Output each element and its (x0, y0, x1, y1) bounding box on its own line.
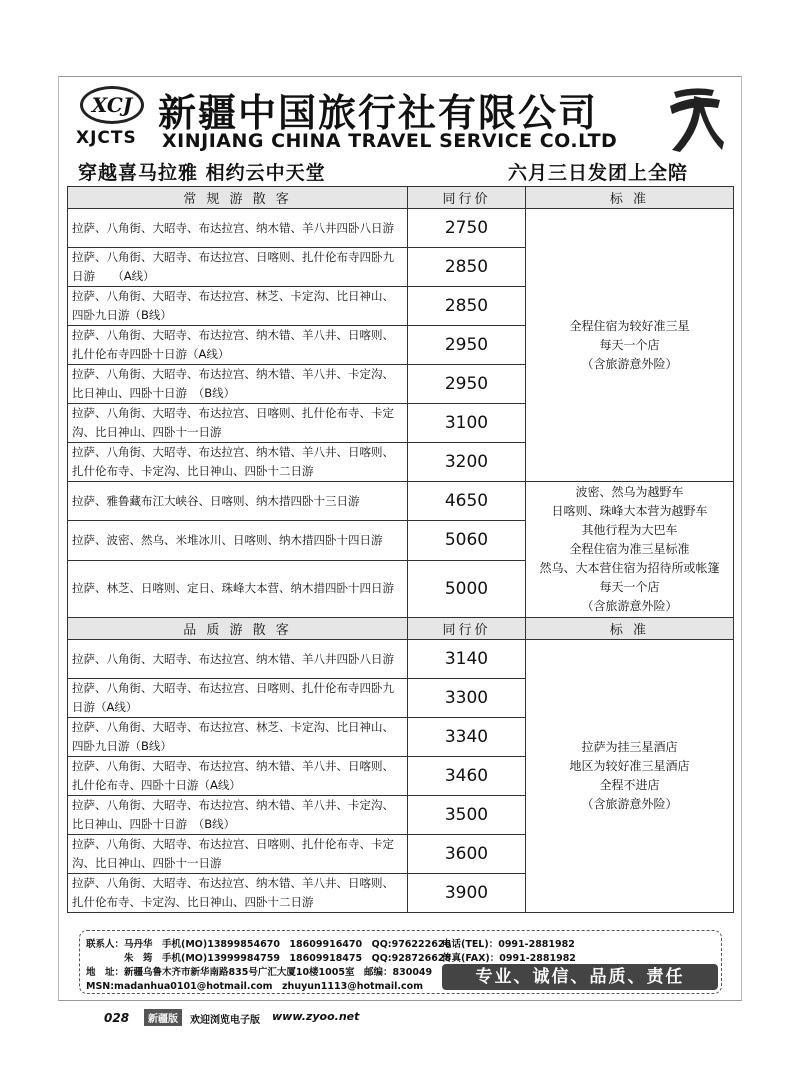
route-cell: 拉萨、八角街、大昭寺、布达拉宫、纳木错、羊八井、日喀则、扎什伦布寺、卡定沟、比日神山、四卧十二日游 (68, 874, 408, 913)
route-cell: 拉萨、雅鲁藏布江大峡谷、日喀则、纳木措四卧十三日游 (68, 482, 408, 521)
route-cell: 拉萨、八角街、大昭寺、布达拉宫、纳木错、羊八井四卧八日游 (68, 640, 408, 679)
price-cell: 3100 (408, 404, 526, 443)
fax-line: 传真(FAX)：0991-2881982 (442, 953, 576, 964)
logo-abbreviation: XJCTS (76, 128, 137, 148)
route-cell: 拉萨、波密、然乌、米堆冰川、日喀则、纳木措四卧十四日游 (68, 521, 408, 560)
left-rule (58, 76, 59, 1001)
standard-cell: 拉萨为挂三星酒店 地区为较好准三星酒店 全程不进店 （含旅游意外险） (526, 640, 734, 913)
company-name-en: XINJIANG CHINA TRAVEL SERVICE CO.LTD (162, 130, 618, 152)
right-rule (741, 76, 742, 1001)
route-cell: 拉萨、林芝、日喀则、定日、珠峰大本营、纳木措四卧十四日游 (68, 560, 408, 617)
table-row (68, 640, 734, 679)
col-route-header: 品 质 游 散 客 (68, 618, 408, 640)
price-cell: 3140 (408, 640, 526, 679)
price-cell: 2850 (408, 287, 526, 326)
contact-line-2: 朱 筠 手机(MO)13999984759 18609918475 QQ:928726628 (86, 953, 452, 964)
welcome-text: 欢迎浏览电子版 (190, 1015, 260, 1026)
edition-badge: 新疆版 (144, 1009, 182, 1026)
bottom-rule (58, 1000, 742, 1001)
col-std-header: 标 准 (526, 618, 734, 640)
route-cell: 拉萨、八角街、大昭寺、布达拉宫、日喀则、扎什伦布寺四卧九日游 （A线） (68, 248, 408, 287)
price-cell: 3300 (408, 679, 526, 718)
route-cell: 拉萨、八角街、大昭寺、布达拉宫、日喀则、扎什伦布寺四卧九日游（A线） (68, 679, 408, 718)
table-row (68, 482, 734, 521)
col-std-header: 标 准 (526, 187, 734, 209)
table-row (68, 209, 734, 248)
contact-line-1: 联系人：马丹华 手机(MO)13899854670 18609916470 QQ:976222626 (86, 939, 452, 950)
company-logo (80, 86, 144, 124)
route-cell: 拉萨、八角街、大昭寺、布达拉宫、纳木错、羊八井、卡定沟、比日神山、四卧十日游 （B线） (68, 796, 408, 835)
tel-line: 电话(TEL)：0991-2881982 (442, 939, 575, 950)
tour-slogan: 穿越喜马拉雅 相约云中天堂 (78, 162, 326, 184)
route-cell: 拉萨、八角街、大昭寺、布达拉宫、纳木错、羊八井四卧八日游 (68, 209, 408, 248)
standard-cell: 波密、然乌为越野车 日喀则、珠峰大本营为越野车 其他行程为大巴车 全程住宿为准三星标准 然乌、大本营住宿为招待所或帐篷 每天一个店 （含旅游意外险） (526, 482, 734, 618)
section1-header (68, 187, 734, 209)
col-price-header: 同行价 (408, 187, 526, 209)
price-cell: 5000 (408, 560, 526, 617)
route-cell: 拉萨、八角街、大昭寺、布达拉宫、林芝、卡定沟、比日神山、四卧九日游（B线） (68, 287, 408, 326)
company-name-cn: 新疆中国旅行社有限公司 (158, 91, 599, 135)
price-cell: 2950 (408, 365, 526, 404)
price-cell: 3600 (408, 835, 526, 874)
msn-line: MSN:madanhua0101@hotmail.com zhuyun1113@hotmail.com (86, 981, 424, 992)
col-route-header: 常 规 游 散 客 (68, 187, 408, 209)
price-cell: 2850 (408, 248, 526, 287)
header (70, 82, 730, 160)
price-cell: 3340 (408, 718, 526, 757)
col-price-header: 同行价 (408, 618, 526, 640)
departure-note: 六月三日发团上全陪 (508, 162, 689, 184)
price-cell: 3500 (408, 796, 526, 835)
price-cell: 3200 (408, 443, 526, 482)
section2-header (68, 618, 734, 640)
route-cell: 拉萨、八角街、大昭寺、布达拉宫、日喀则、扎什伦布寺、卡定沟、比日神山、四卧十一日游 (68, 404, 408, 443)
brush-logo-icon (664, 84, 724, 154)
route-cell: 拉萨、八角街、大昭寺、布达拉宫、林芝、卡定沟、比日神山、四卧九日游（B线） (68, 718, 408, 757)
route-cell: 拉萨、八角街、大昭寺、布达拉宫、纳木错、羊八井、日喀则、扎什伦布寺、四卧十日游（A线） (68, 757, 408, 796)
address-line: 地 址：新疆乌鲁木齐市新华南路835号广汇大厦10楼1005室 邮编：830049 (86, 967, 433, 978)
standard-cell: 全程住宿为较好准三星 每天一个店 （含旅游意外险） (526, 209, 734, 482)
top-rule (58, 76, 742, 77)
price-cell: 3460 (408, 757, 526, 796)
price-table (67, 186, 734, 913)
website-link[interactable]: www.zyoo.net (272, 1010, 360, 1023)
route-cell: 拉萨、八角街、大昭寺、布达拉宫、纳木错、羊八井、日喀则、扎什伦布寺、卡定沟、比日神山、四卧十二日游 (68, 443, 408, 482)
logo-mark: XCJ (91, 93, 133, 117)
price-cell: 2950 (408, 326, 526, 365)
route-cell: 拉萨、八角街、大昭寺、布达拉宫、纳木错、羊八井、卡定沟、比日神山、四卧十日游 （B线） (68, 365, 408, 404)
footer-slogan: 专业、诚信、品质、责任 (442, 964, 718, 990)
route-cell: 拉萨、八角街、大昭寺、布达拉宫、日喀则、扎什伦布寺、卡定沟、比日神山、四卧十一日游 (68, 835, 408, 874)
price-cell: 4650 (408, 482, 526, 521)
page-number: 028 (104, 1011, 130, 1025)
price-cell: 2750 (408, 209, 526, 248)
price-cell: 5060 (408, 521, 526, 560)
route-cell: 拉萨、八角街、大昭寺、布达拉宫、纳木错、羊八井、日喀则、扎什伦布寺四卧十日游（A线） (68, 326, 408, 365)
price-cell: 3900 (408, 874, 526, 913)
